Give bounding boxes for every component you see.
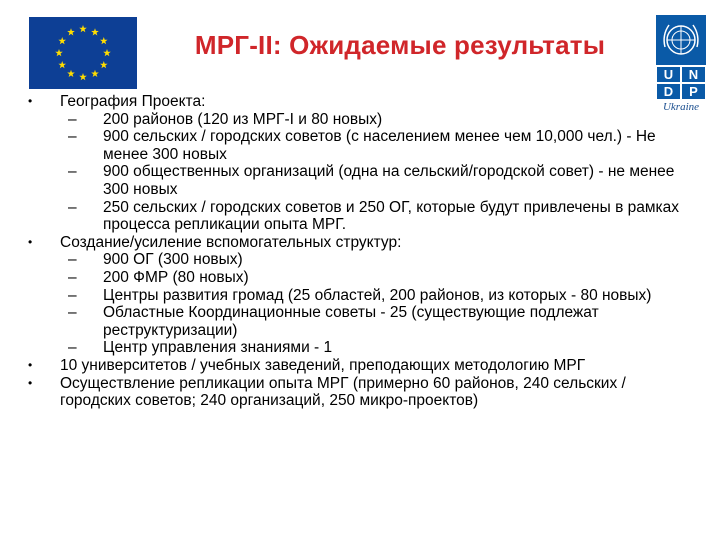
sub-bullet-text: Областные Координационные советы - 25 (существующие подлежат реструктуризации)	[103, 304, 599, 339]
undp-country: Ukraine	[662, 101, 700, 113]
un-emblem-icon	[656, 15, 706, 65]
bullet-item	[28, 93, 688, 111]
sub-bullet-item	[28, 339, 688, 357]
star-icon	[79, 25, 87, 32]
bullet-item	[28, 357, 688, 375]
dash-marker: –	[68, 163, 77, 181]
undp-letter-u: U	[656, 66, 681, 83]
bullet-marker: •	[28, 375, 33, 390]
sub-bullet-text: Центры развития громад (25 областей, 200 районов, из которых - 80 новых)	[103, 286, 652, 304]
sub-bullet-text: Центр управления знаниями - 1	[103, 339, 333, 357]
star-icon	[100, 37, 108, 44]
bullet-item	[28, 234, 688, 252]
sub-bullet-item	[28, 128, 688, 163]
bullet-text: География Проекта:	[60, 93, 206, 110]
bullet-text: Осуществление репликации опыта МРГ (примерно 60 районов, 240 сельских / городских советов; 240 организаций, 250 микро-проектов)	[60, 374, 626, 410]
sub-bullet-text: 200 ФМР (80 новых)	[103, 268, 249, 286]
star-icon	[79, 73, 87, 80]
sub-bullet-item	[28, 111, 688, 129]
sub-bullet-item	[28, 269, 688, 287]
star-icon	[58, 61, 66, 68]
sub-bullet-item	[28, 287, 688, 305]
sub-bullet-text: 900 ОГ (300 новых)	[103, 251, 243, 269]
eu-stars	[29, 17, 137, 89]
eu-flag-logo	[29, 17, 137, 89]
page-title: МРГ-II: Ожидаемые результаты	[194, 30, 606, 60]
sub-bullet-item	[28, 163, 688, 198]
sub-bullet-item	[28, 251, 688, 269]
star-icon	[91, 70, 99, 77]
dash-marker: –	[68, 251, 77, 269]
undp-letter-d: D	[656, 83, 681, 100]
dash-marker: –	[68, 198, 77, 216]
star-icon	[100, 61, 108, 68]
star-icon	[91, 28, 99, 35]
dash-marker: –	[68, 128, 77, 146]
bullet-text: 10 университетов / учебных заведений, преподающих методологию МРГ	[60, 356, 586, 374]
sub-bullet-item	[28, 304, 688, 339]
bullet-marker: •	[28, 357, 33, 372]
dash-marker: –	[68, 110, 77, 128]
bullet-marker: •	[28, 234, 33, 249]
dash-marker: –	[68, 304, 77, 322]
dash-marker: –	[68, 339, 77, 357]
star-icon	[67, 28, 75, 35]
sub-bullet-text: 900 сельских / городских советов (с населением менее чем 10,000 чел.) - Не менее 300 новых	[103, 128, 656, 163]
star-icon	[58, 37, 66, 44]
sub-bullet-text: 900 общественных организаций (одна на сельский/городской совет) - не менее 300 новых	[103, 163, 675, 198]
dash-marker: –	[68, 286, 77, 304]
sub-bullet-item	[28, 199, 688, 234]
bullet-list	[28, 93, 688, 410]
star-icon	[55, 49, 63, 56]
bullet-marker: •	[28, 94, 33, 108]
bullet-text: Создание/усиление вспомогательных структур:	[60, 233, 402, 251]
star-icon	[103, 49, 111, 56]
undp-letter-n: N	[681, 66, 706, 83]
dash-marker: –	[68, 268, 77, 286]
sub-bullet-text: 250 сельских / городских советов и 250 ОГ, которые будут привлечены в рамках процесса репликации опыта МРГ.	[103, 198, 679, 234]
undp-letter-p: P	[681, 83, 706, 100]
sub-bullet-text: 200 районов (120 из МРГ-I и 80 новых)	[103, 110, 383, 128]
star-icon	[67, 70, 75, 77]
bullet-item	[28, 375, 688, 410]
